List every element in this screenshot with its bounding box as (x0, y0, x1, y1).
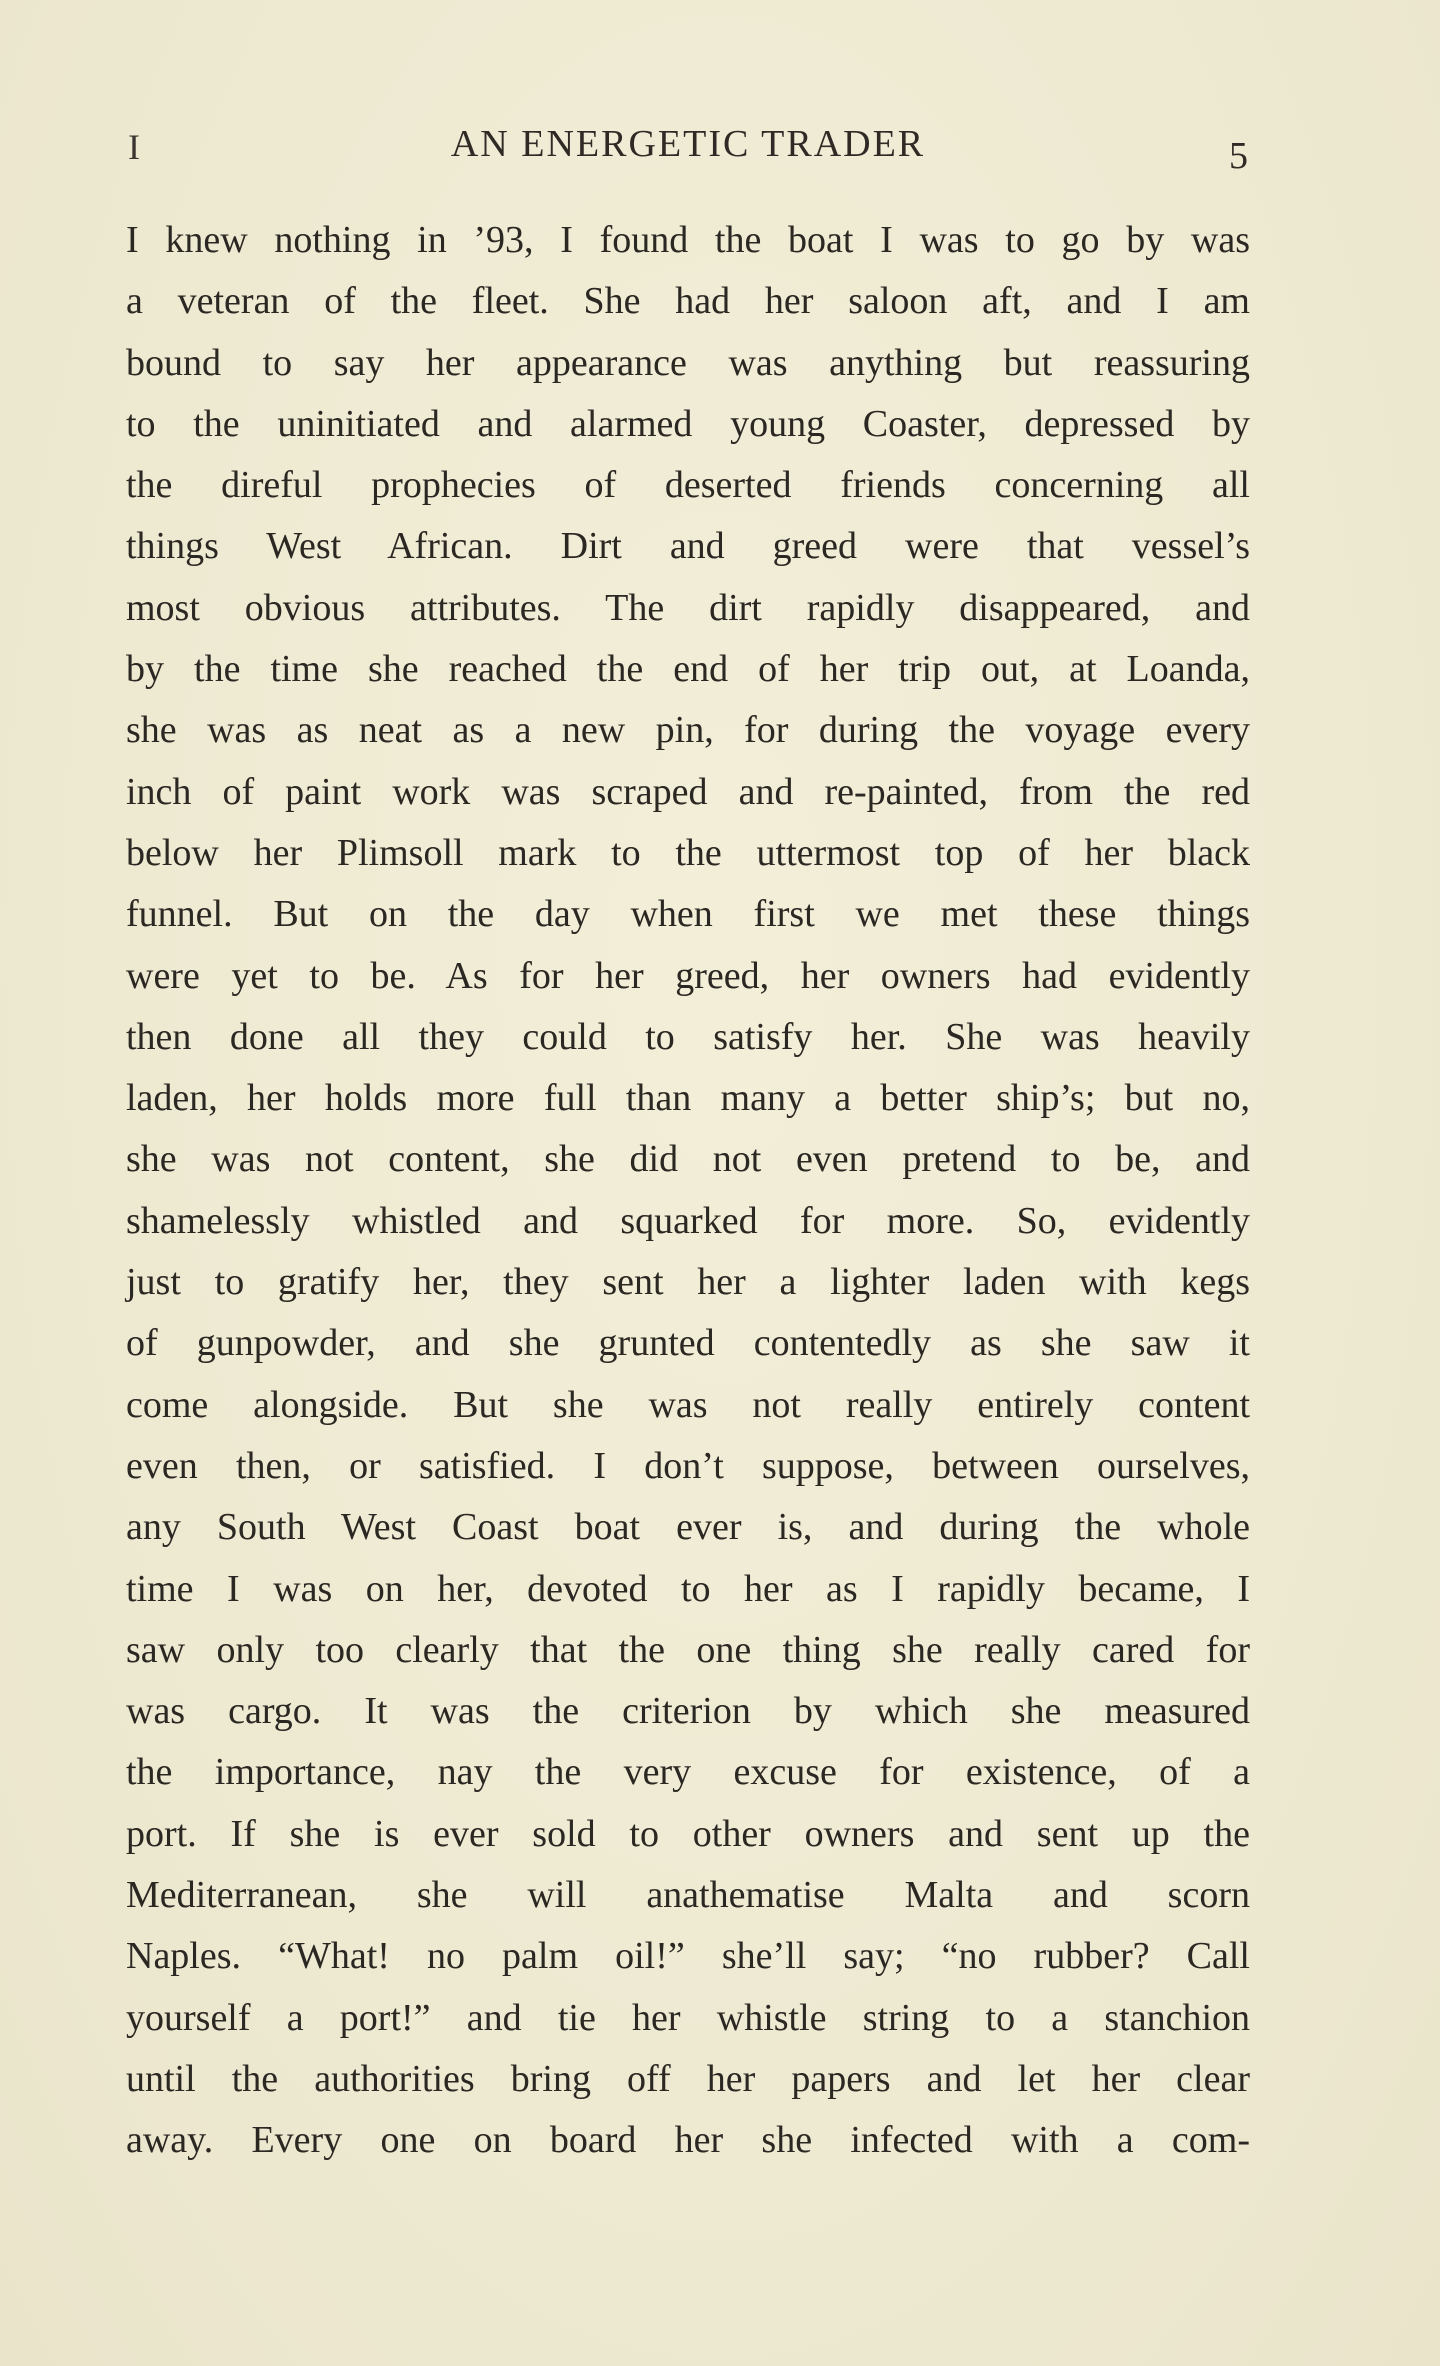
text-line: Naples. “What! no palm oil!” she’ll say; “no rubber? Call (126, 1935, 1250, 1978)
text-line: saw only too clearly that the one thing she really cared for (126, 1628, 1250, 1671)
text-line: come alongside. But she was not really entirely content (126, 1383, 1250, 1426)
text-line: port. If she is ever sold to other owners and sent up the (126, 1812, 1250, 1855)
text-line: even then, or satisfied. I don’t suppose, between ourselves, (126, 1444, 1250, 1487)
text-line: to the uninitiated and alarmed young Coaster, depressed by (126, 402, 1250, 445)
text-line: inch of paint work was scraped and re-painted, from the red (126, 770, 1250, 813)
text-line: a veteran of the fleet. She had her saloon aft, and I am (126, 280, 1250, 323)
text-line: of gunpowder, and she grunted contentedly as she saw it (126, 1322, 1250, 1365)
text-line: away. Every one on board her she infected with a com- (126, 2119, 1250, 2162)
chapter-number: I (128, 127, 140, 167)
text-line: Mediterranean, she will anathematise Malta and scorn (126, 1874, 1250, 1917)
text-line: was cargo. It was the criterion by which she measured (126, 1690, 1250, 1733)
text-line: bound to say her appearance was anything but reassuring (126, 341, 1250, 384)
text-line: things West African. Dirt and greed were that vessel’s (126, 525, 1250, 568)
text-line: the importance, nay the very excuse for existence, of a (126, 1751, 1250, 1794)
text-line: by the time she reached the end of her trip out, at Loanda, (126, 648, 1250, 691)
text-line: just to gratify her, they sent her a lighter laden with kegs (126, 1261, 1250, 1304)
text-line: funnel. But on the day when first we met these things (126, 893, 1250, 936)
text-line: below her Plimsoll mark to the uttermost top of her black (126, 831, 1250, 874)
text-line: time I was on her, devoted to her as I rapidly became, I (126, 1567, 1250, 1610)
running-title: AN ENERGETIC TRADER (450, 123, 926, 165)
text-line: until the authorities bring off her papers and let her clear (126, 2057, 1250, 2100)
running-head (128, 122, 1248, 177)
text-line: were yet to be. As for her greed, her owners had evidently (126, 954, 1250, 997)
text-line: she was not content, she did not even pretend to be, and (126, 1138, 1250, 1181)
text-line: laden, her holds more full than many a better ship’s; but no, (126, 1077, 1250, 1120)
text-line: she was as neat as a new pin, for during the voyage every (126, 709, 1250, 752)
text-line: any South West Coast boat ever is, and during the whole (126, 1506, 1250, 1549)
body-text (126, 210, 1250, 2172)
page-number: 5 (1229, 135, 1248, 177)
text-line: shamelessly whistled and squarked for more. So, evidently (126, 1199, 1250, 1242)
text-line: the direful prophecies of deserted friends concerning all (126, 464, 1250, 507)
text-line: then done all they could to satisfy her. She was heavily (126, 1015, 1250, 1058)
text-line: yourself a port!” and tie her whistle string to a stanchion (126, 1996, 1250, 2039)
text-line: I knew nothing in ’93, I found the boat I was to go by was (126, 219, 1250, 261)
text-line: most obvious attributes. The dirt rapidly disappeared, and (126, 586, 1250, 629)
